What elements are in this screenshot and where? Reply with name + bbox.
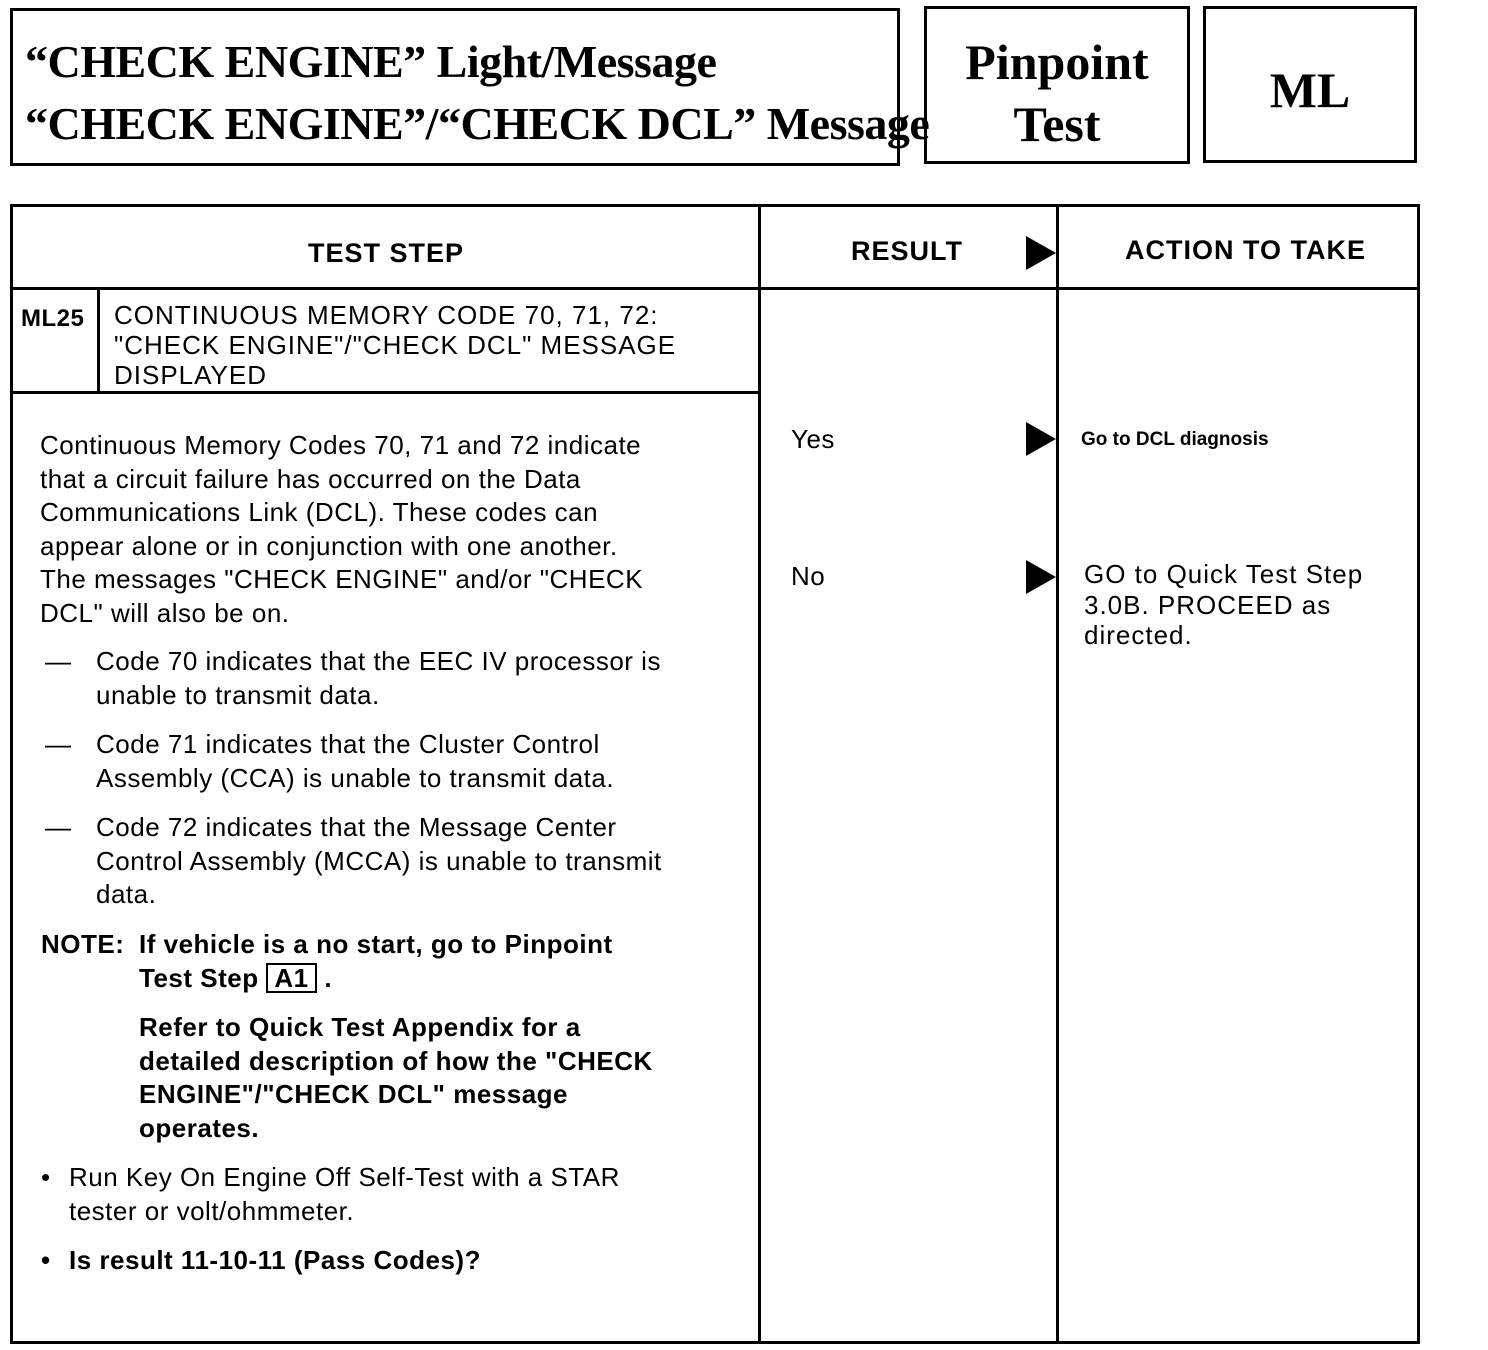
step-title-line: "CHECK ENGINE"/"CHECK DCL" MESSAGE [114,330,677,360]
action-yes: Go to DCL diagnosis [1081,429,1269,450]
note-line: If vehicle is a no start, go to Pinpoint [139,929,613,959]
result-arrow-icon [1026,236,1056,270]
paragraph-line: DCL" will also be on. [40,597,290,628]
column-divider-result [758,207,761,1341]
title-line-1: “CHECK ENGINE” Light/Message [25,36,717,87]
pinpoint-step-ref: A1 [266,963,316,993]
action-no [1084,559,1363,651]
list-item-line: data. [96,879,157,909]
test-table [10,204,1420,1344]
action-line: directed. [1084,620,1193,650]
dash-icon: — [45,812,72,842]
title-box [10,8,930,166]
paragraph-line: appear alone or in conjunction with one another. [40,530,618,561]
paragraph-line: The messages "CHECK ENGINE" and/or "CHECK [40,564,644,594]
note-line-prefix: Test Step [139,962,259,993]
list-item-line: tester or volt/ohmmeter. [69,1195,355,1226]
result-no: No [791,561,826,591]
paragraph-line: Communications Link (DCL). These codes can [40,497,599,527]
header-divider [13,287,1417,290]
step-id: ML25 [21,305,85,332]
step-id-divider [97,289,100,393]
pinpoint-test-box [924,6,1190,164]
note-reference-paragraph [139,1011,653,1145]
code72-item [96,811,662,912]
test-code: ML [1269,62,1351,118]
action-line: GO to Quick Test Step [1084,559,1364,589]
test-code-box [1203,6,1417,163]
result-yes: Yes [791,424,835,454]
action-line: 3.0B. PROCEED as [1084,589,1332,620]
list-item-line: Code 71 indicates that the Cluster Control [96,729,600,759]
list-item-line: unable to transmit data. [96,679,380,710]
intro-paragraph [40,429,643,630]
bullet-item-selftest [69,1161,620,1228]
title-line-2: “CHECK ENGINE”/“CHECK DCL” Message [25,98,930,149]
step-title-divider [13,391,759,394]
dash-icon: — [45,729,72,759]
paragraph-line: Continuous Memory Codes 70, 71 and 72 indicate [40,430,642,460]
pinpoint-label: Pinpoint [965,34,1149,90]
step-title-line: DISPLAYED [114,360,268,390]
list-item-line: Run Key On Engine Off Self-Test with a STAR [69,1162,620,1192]
dash-icon: — [45,646,72,676]
step-title [114,300,676,390]
list-item-line: Code 72 indicates that the Message Center [96,812,617,842]
list-item-line: Assembly (CCA) is unable to transmit data. [96,762,615,793]
note-line: Refer to Quick Test Appendix for a [139,1012,581,1042]
test-label: Test [1013,96,1101,152]
result-arrow-icon [1026,422,1056,456]
note-line: detailed description of how the "CHECK [139,1045,653,1076]
code71-item [96,728,614,795]
note-text [139,928,613,995]
bullet-icon: • [41,1162,51,1192]
code70-item [96,645,661,712]
note-line: operates. [139,1112,260,1143]
step-title-line: CONTINUOUS MEMORY CODE 70, 71, 72: [114,300,659,330]
list-item-line: Code 70 indicates that the EEC IV processor is [96,646,661,676]
list-item-line: Control Assembly (MCCA) is unable to transmit [96,845,662,876]
bullet-item-question: Is result 11-10-11 (Pass Codes)? [69,1245,481,1275]
note-label: NOTE: [41,929,125,959]
note-line: ENGINE"/"CHECK DCL" message [139,1079,569,1109]
note-line-suffix: . [324,962,333,993]
col-header-action: ACTION TO TAKE [1125,235,1366,265]
column-divider-action [1056,207,1059,1341]
col-header-result: RESULT [851,236,963,266]
bullet-icon: • [41,1245,51,1275]
col-header-test-step: TEST STEP [308,238,465,268]
result-arrow-icon [1026,560,1056,594]
note-line [139,962,613,996]
paragraph-line: that a circuit failure has occurred on the Data [40,463,581,494]
